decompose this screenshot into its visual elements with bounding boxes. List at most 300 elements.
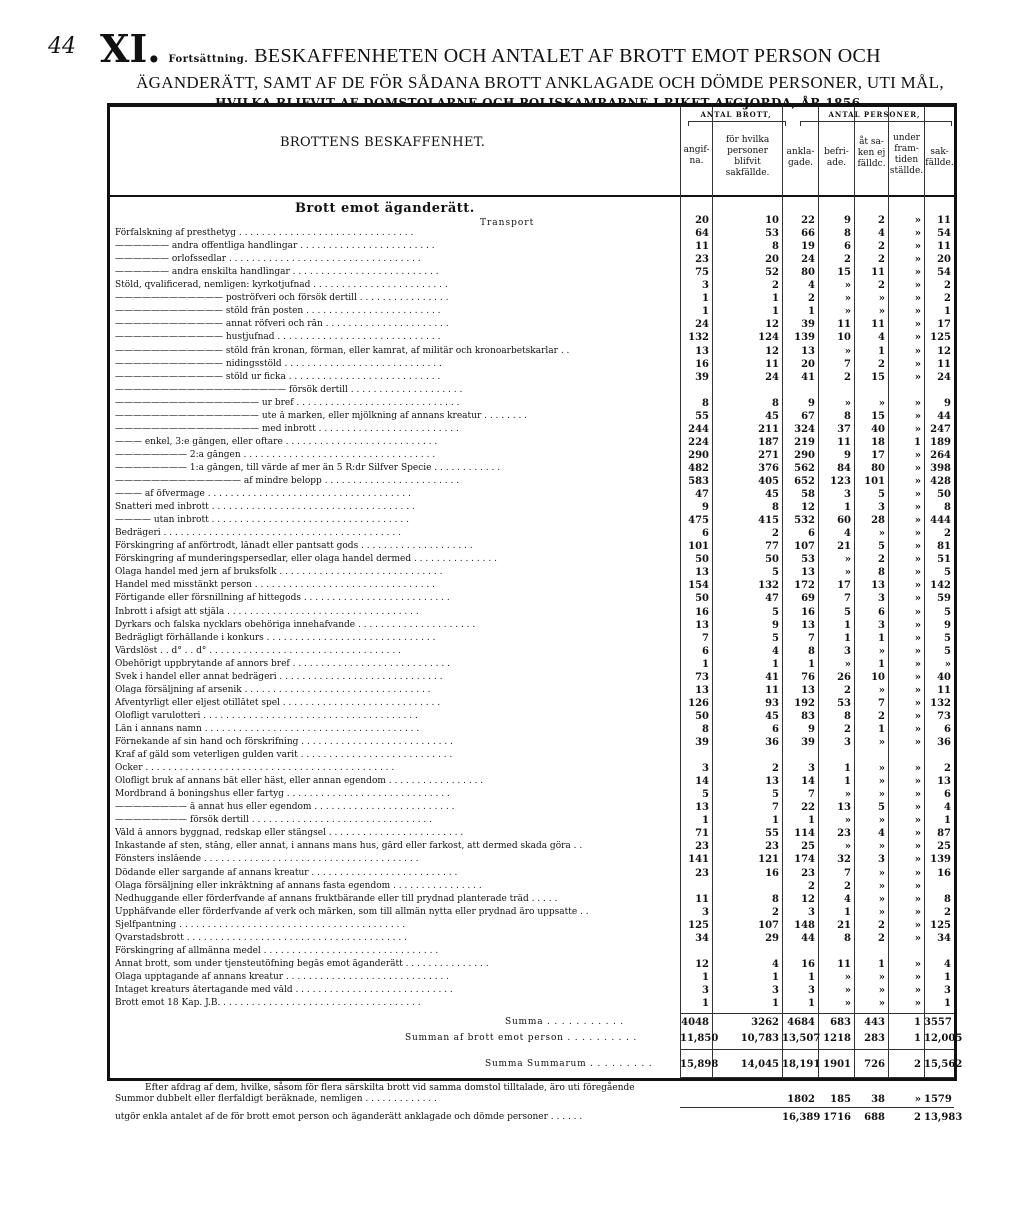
table-row-cell: 13	[695, 567, 709, 579]
table-row-cell: 50	[765, 554, 779, 566]
table-row-cell: »	[914, 906, 921, 918]
row-label: Förfalskning af presthetyg . . . . . . . . . . . . . . . . . . . . . . . . . . . . . . .	[115, 228, 414, 239]
table-row-cell: 10	[765, 215, 779, 226]
afdrag-row-cell: 38	[871, 1094, 885, 1106]
table-row	[110, 724, 954, 735]
table-row-cell: »	[914, 345, 921, 357]
table-row	[110, 789, 954, 800]
table-row-cell: 25	[937, 841, 951, 853]
table-row-cell: 15	[837, 267, 851, 279]
row-label: Intaget kreaturs återtagande med våld . . . . . . . . . . . . . . . . . . . . . . . . . . . .	[115, 984, 453, 995]
table-row-cell: »	[914, 580, 921, 592]
summa-row-cell: 443	[864, 1017, 885, 1029]
row-label: ———————————— annat röfveri och rån . . . . . . . . . . . . . . . . . . . . . .	[115, 319, 449, 330]
afdrag-row-cell: »	[914, 1094, 921, 1106]
table-row-cell: 107	[794, 541, 815, 553]
table-row	[110, 306, 954, 317]
row-label: ———————————— stöld från kronan, förman, eller kamrat, af militär och kronoarbetskarlar . .	[115, 345, 570, 356]
table-row-cell: 8	[844, 410, 851, 422]
table-row-cell: 5	[772, 632, 779, 644]
table-row-cell: »	[914, 449, 921, 461]
enkla-row-cell: 16,389	[782, 1112, 821, 1124]
row-label: Ocker . . . . . . . . . . . . . . . . . . . . . . . . . . . . . . . . . . . . . . . . . . . .	[115, 763, 395, 774]
table-row-cell: 58	[801, 489, 815, 501]
table-row	[110, 293, 954, 304]
table-row-cell: 9	[808, 723, 815, 735]
table-row-cell: »	[914, 515, 921, 527]
table-row-cell: 77	[765, 541, 779, 553]
table-row-cell: 2	[878, 358, 885, 370]
table-row-cell: 8	[702, 397, 709, 409]
table-row-cell: 224	[688, 436, 709, 448]
table-row-cell: 8	[772, 893, 779, 905]
table-row-cell: 13	[695, 619, 709, 631]
table-row-cell: 10	[871, 671, 885, 683]
table-row-cell: 4	[844, 893, 851, 905]
summarum-rule	[680, 1077, 954, 1078]
table-row-cell: 1	[702, 971, 709, 983]
table-row-cell: 11	[937, 241, 951, 253]
table-row-cell: 8	[702, 723, 709, 735]
row-label: Brott emot 18 Kap. J.B. . . . . . . . . . . . . . . . . . . . . . . . . . . . . . . . . . . .	[115, 998, 421, 1008]
table-row-cell: »	[878, 971, 885, 983]
table-row-cell: 172	[794, 580, 815, 592]
table-row-cell: 16	[765, 867, 779, 879]
table-row-cell: 5	[844, 606, 851, 618]
table-row-cell: 125	[930, 332, 951, 344]
table-row-cell: 16	[801, 958, 815, 970]
table-row-cell: 2	[772, 763, 779, 775]
table-row	[110, 894, 954, 905]
row-label: ———— utan inbrott . . . . . . . . . . . . . . . . . . . . . . . . . . . . . . . . . . .	[115, 515, 409, 526]
table-row-cell: »	[914, 697, 921, 709]
table-row-cell: 1	[808, 815, 815, 827]
table-row-cell: 12	[801, 893, 815, 905]
table-row-cell: 15	[871, 410, 885, 422]
table-row-cell: »	[914, 462, 921, 474]
row-label: Nedhuggande eller förderfvande af annans fruktbärande eller till prydnad planterade träd . . . . .	[115, 893, 558, 904]
table-row-cell: »	[878, 645, 885, 657]
table-row-cell: »	[914, 423, 921, 435]
row-label: ———————— å annat hus eller egendom . . . . . . . . . . . . . . . . . . . . . . . . .	[115, 802, 455, 813]
table-row-cell: 1	[944, 815, 951, 827]
table-row-cell: 9	[702, 502, 709, 514]
table-row-cell: 1	[944, 306, 951, 318]
row-label: Förtigande eller försnillning af hittegods . . . . . . . . . . . . . . . . . . . . . . . . . .	[115, 593, 450, 604]
table-row-cell: »	[914, 632, 921, 644]
table-row-cell: 20	[937, 254, 951, 266]
table-row-cell: 11	[937, 358, 951, 370]
table-row-cell: »	[914, 280, 921, 292]
title-line-3: HVILKA BLIFVIT AF DOMSTOLARNE OCH POLISKAMRARNE I RIKET AFGJORDA, ÅR 1856.	[215, 96, 865, 110]
table-row-cell: 4	[808, 280, 815, 292]
table-row-cell: 101	[864, 476, 885, 487]
table-row-cell: »	[878, 293, 885, 305]
table-row-cell: 1	[702, 658, 709, 670]
table-row	[110, 711, 954, 722]
table-row-cell: »	[878, 867, 885, 879]
table-row-cell: 5	[878, 541, 885, 553]
table-row-cell: 2	[844, 880, 851, 892]
row-label: Förskingring af allmänna medel . . . . . . . . . . . . . . . . . . . . . . . . . . . . . . .	[115, 945, 439, 956]
table-row-cell: »	[844, 984, 851, 996]
table-row-cell: 13	[801, 567, 815, 579]
row-label: Annat brott, som under tjensteutöfning begås emot äganderätt . . . . . . . . . . . . . . .	[115, 958, 489, 969]
table-row-cell: »	[878, 998, 885, 1009]
table-row-cell: 13	[695, 345, 709, 357]
table-row	[110, 620, 954, 631]
enkla-row-cell: 2	[914, 1112, 921, 1124]
table-row	[110, 476, 954, 487]
table-row-cell: 23	[695, 867, 709, 879]
table-row-cell: 11	[871, 319, 885, 331]
table-row-cell: 13	[801, 684, 815, 696]
table-row-cell: »	[914, 541, 921, 553]
table-row-cell: »	[878, 789, 885, 801]
table-row-cell: »	[878, 984, 885, 996]
table-row-cell: »	[844, 998, 851, 1009]
table-row-cell: 6	[944, 789, 951, 801]
table-row	[110, 228, 954, 239]
table-row	[110, 881, 954, 892]
table-row-cell: 2	[844, 371, 851, 383]
table-row	[110, 685, 954, 696]
row-label: Förnekande af sin hand och förskrifning . . . . . . . . . . . . . . . . . . . . . . . . . . .	[115, 737, 453, 747]
summan-row-cell: 10,783	[740, 1033, 779, 1045]
title-text-1: BESKAFFENHETEN OCH ANTALET AF BROTT EMOT PERSON OCH	[254, 45, 881, 67]
table-row-cell: 64	[695, 228, 709, 240]
table-row-cell: 2	[772, 906, 779, 918]
row-label: Mordbrand å boningshus eller fartyg . . . . . . . . . . . . . . . . . . . . . . . . . . . . .	[115, 789, 450, 800]
table-row-cell: 125	[930, 919, 951, 931]
table-row-cell: 13	[695, 802, 709, 814]
table-row-cell: 2	[878, 554, 885, 566]
row-label: Fönsters inslående . . . . . . . . . . . . . . . . . . . . . . . . . . . . . . . . . . . . . .	[115, 854, 419, 865]
enkla-row-cell: 688	[864, 1112, 885, 1124]
table-row-cell: 124	[758, 332, 779, 344]
table-row-cell: 7	[772, 802, 779, 814]
table-row-cell: 4	[944, 958, 951, 970]
table-row-cell: 2	[844, 684, 851, 696]
table-number: XI.	[100, 26, 161, 71]
table-row-cell: »	[914, 971, 921, 983]
row-label: ——— enkel, 3:e gången, eller oftare . . . . . . . . . . . . . . . . . . . . . . . . . . .	[115, 436, 438, 447]
table-row-cell: »	[878, 815, 885, 827]
table-row-cell: »	[914, 854, 921, 866]
table-row-cell: 24	[765, 371, 779, 383]
table-row-cell: 415	[758, 515, 779, 527]
row-label: ———————————— poströfveri och försök dertill . . . . . . . . . . . . . . . .	[115, 293, 449, 304]
row-label: Inbrott i afsigt att stjäla . . . . . . . . . . . . . . . . . . . . . . . . . . . . . . . . . .	[115, 606, 419, 617]
table-row-cell: »	[914, 802, 921, 814]
table-row	[110, 332, 954, 343]
table-row-cell: 73	[695, 671, 709, 683]
table-row-cell: 32	[837, 854, 851, 866]
table-row-cell: »	[878, 397, 885, 409]
table-row	[110, 998, 954, 1009]
row-label: Obehörigt uppbrytande af annors bref . . . . . . . . . . . . . . . . . . . . . . . . . . . .	[115, 658, 450, 669]
summan-row	[110, 1033, 963, 1045]
table-row-cell: 53	[801, 554, 815, 566]
table-row-cell: 3	[878, 502, 885, 514]
table-row-cell: »	[914, 880, 921, 892]
table-row-cell: 8	[772, 241, 779, 253]
table-row	[110, 672, 954, 683]
table-row-cell: 482	[688, 462, 709, 474]
table-row-cell: 93	[765, 697, 779, 709]
table-row-cell: 29	[765, 932, 779, 944]
table-row	[110, 815, 954, 826]
table-row-cell: 12	[801, 502, 815, 514]
table-row-cell: 13	[765, 776, 779, 788]
table-row	[110, 750, 954, 761]
table-row-cell: »	[914, 267, 921, 279]
table-row-cell: »	[914, 254, 921, 266]
table-row-cell: 81	[937, 541, 951, 553]
table-row-cell: 9	[772, 619, 779, 631]
row-label: —————— andra offentliga handlingar . . . . . . . . . . . . . . . . . . . . . . . .	[115, 241, 435, 252]
table-row-cell: 2	[944, 528, 951, 540]
table-row-cell: 5	[878, 489, 885, 501]
table-row-cell: »	[844, 306, 851, 318]
table-row-cell: 9	[808, 397, 815, 409]
table-row-cell: 107	[758, 919, 779, 931]
table-row-cell: 405	[758, 476, 779, 487]
table-row-cell: 1	[772, 815, 779, 827]
summan-row-cell: 12,005	[924, 1033, 963, 1045]
table-row-cell: 16	[695, 606, 709, 618]
table-row-cell: 2	[878, 932, 885, 944]
table-row-cell: »	[914, 554, 921, 566]
table-row-cell: 444	[930, 515, 951, 527]
table-row-cell: 6	[772, 723, 779, 735]
table-row-cell: 17	[837, 580, 851, 592]
summa-summarum-row-cell: 1901	[823, 1059, 851, 1071]
table-row-cell: 3	[844, 489, 851, 501]
table-row-cell: 23	[695, 254, 709, 266]
table-row	[110, 346, 954, 357]
table-row-cell: 8	[772, 397, 779, 409]
table-row-cell: »	[878, 528, 885, 540]
table-row-cell: 126	[688, 697, 709, 709]
table-row-cell: »	[914, 502, 921, 514]
row-label: Olofligt varulotteri . . . . . . . . . . . . . . . . . . . . . . . . . . . . . . . . . . . . . .	[115, 710, 418, 721]
enkla-row-cell: 13,983	[924, 1112, 963, 1124]
table-row-cell: 132	[688, 332, 709, 344]
summa-row-cell: 4684	[787, 1017, 815, 1029]
table-row-cell: 14	[695, 776, 709, 788]
col-head-at-saken	[854, 107, 888, 195]
table-row	[110, 802, 954, 813]
table-row-cell: »	[844, 280, 851, 292]
table-row-cell: »	[914, 371, 921, 383]
table-row-cell: 8	[844, 710, 851, 722]
table-row-cell: »	[914, 763, 921, 775]
summa-summarum-row-label: Summa Summarum . . . . . . . . .	[485, 1059, 653, 1070]
col-head-under-text: under fram- tiden ställde.	[889, 133, 924, 176]
table-row	[110, 646, 954, 657]
col-head-befriade-text: befri- ade.	[824, 147, 849, 168]
table-row-cell: 6	[702, 528, 709, 540]
table-row-cell: 7	[808, 789, 815, 801]
summan-row-cell: 1	[914, 1033, 921, 1045]
col-head-angifna-text: angif- na.	[683, 145, 710, 166]
table-row-cell: 1	[808, 658, 815, 670]
section-title: Brott emot äganderätt.	[295, 201, 475, 216]
table-row-cell: 8	[944, 893, 951, 905]
table-row-cell: »	[914, 828, 921, 840]
table-row-cell: 39	[801, 737, 815, 748]
table-row-cell: »	[844, 397, 851, 409]
table-row-cell: »	[878, 841, 885, 853]
table-row-cell: 5	[944, 606, 951, 618]
table-row-cell: 75	[695, 267, 709, 279]
table-row-cell: 1	[808, 306, 815, 318]
table-row-cell: 5	[944, 632, 951, 644]
table-row-cell: 139	[794, 332, 815, 344]
table-row-cell: 376	[758, 462, 779, 474]
row-label: ———————————————— ute å marken, eller mjölkning af annans kreatur . . . . . . . .	[115, 410, 528, 421]
table-row-cell: 4	[878, 332, 885, 344]
table-row-cell: 23	[837, 828, 851, 840]
table-row-cell: 47	[695, 489, 709, 501]
table-row-cell: 41	[801, 371, 815, 383]
table-row	[110, 267, 954, 278]
table-row-cell: 1	[844, 906, 851, 918]
summa-row	[110, 1017, 954, 1028]
afdrag-row-cell: 1802	[787, 1094, 815, 1106]
table-row-cell: 4	[878, 828, 885, 840]
row-label: —————————————— af mindre belopp . . . . . . . . . . . . . . . . . . . . . . . .	[115, 476, 460, 486]
table-row-cell: »	[914, 984, 921, 996]
table-row	[110, 854, 954, 865]
row-label: Olaga handel med jern af bruksfolk . . . . . . . . . . . . . . . . . . . . . . . . . . . . .	[115, 567, 443, 578]
summa-rule	[680, 1013, 954, 1014]
table-row	[110, 280, 954, 291]
row-label: Olaga upptagande af annans kreatur . . . . . . . . . . . . . . . . . . . . . . . . . . . . .	[115, 971, 450, 982]
table-row-cell: 583	[688, 476, 709, 487]
table-row	[110, 946, 954, 957]
table-row-cell: »	[914, 306, 921, 318]
table-row-cell: 24	[801, 254, 815, 266]
table-row-cell: »	[914, 228, 921, 240]
table-row-cell: »	[914, 619, 921, 631]
table-row-cell: 475	[688, 515, 709, 527]
table-row-cell: 2	[944, 293, 951, 305]
afdrag-row-cell: 1579	[924, 1094, 952, 1106]
table-row-cell: »	[914, 293, 921, 305]
table-row-cell: 1	[878, 345, 885, 357]
table-row-cell: 50	[695, 593, 709, 605]
table-row	[110, 319, 954, 330]
table-row-cell: 2	[944, 763, 951, 775]
title-line-2: ÄGANDERÄTT, SAMT AF DE FÖR SÅDANA BROTT ANKLAGADE OCH DÖMDE PERSONER, UTI MÅL,	[136, 73, 944, 92]
group-antal-personer: ANTAL PERSONER,	[828, 110, 921, 119]
table-row-cell: 8	[808, 645, 815, 657]
table-row-cell: 44	[937, 410, 951, 422]
table-row-cell: 532	[794, 515, 815, 527]
table-row-cell: 17	[871, 449, 885, 461]
table-row-cell: 1	[914, 436, 921, 448]
table-row-cell: 2	[772, 280, 779, 292]
table-row-cell: 8	[844, 228, 851, 240]
col-head-befriade	[818, 107, 854, 195]
table-row	[110, 359, 954, 370]
table-row-cell: »	[844, 554, 851, 566]
table-row	[110, 920, 954, 931]
table-row-cell: 2	[772, 528, 779, 540]
table-row-cell: 132	[758, 580, 779, 592]
table-row-cell: 59	[937, 593, 951, 605]
table-row-cell: 14	[801, 776, 815, 788]
table-row-cell: »	[914, 789, 921, 801]
table-row-cell: »	[844, 971, 851, 983]
table-row-cell: 17	[937, 319, 951, 331]
statistics-table	[107, 103, 963, 1124]
table-row-cell: 67	[801, 410, 815, 422]
table-row-cell: 55	[765, 828, 779, 840]
table-row-cell: 1	[844, 632, 851, 644]
table-row-cell: 9	[844, 215, 851, 226]
table-row-cell: 1	[702, 998, 709, 1009]
table-row-cell: 3	[944, 984, 951, 996]
row-label: Olaga försäljning af arsenik . . . . . . . . . . . . . . . . . . . . . . . . . . . . . . . . .	[115, 684, 431, 695]
table-row-cell: 3	[878, 593, 885, 605]
table-row-cell: »	[878, 763, 885, 775]
note-afdrag: Efter afdrag af dem, hvilke, såsom för flera särskilta brott vid samma domstol tilltalade, äro uti föregående Summor dubbelt eller flerfaldigt beräknade, nemligen . . . . . . . . . . . . .	[115, 1083, 635, 1105]
row-label: Lån i annans namn . . . . . . . . . . . . . . . . . . . . . . . . . . . . . . . . . . . . . .	[115, 723, 420, 734]
table-row-cell: »	[844, 815, 851, 827]
table-row-cell: »	[914, 358, 921, 370]
table-row-cell: 60	[837, 515, 851, 527]
table-row-cell: 192	[794, 697, 815, 709]
table-row-cell: »	[914, 489, 921, 501]
transport-label: Transport	[480, 218, 535, 228]
table-row-cell: 45	[765, 710, 779, 722]
summa-summarum-row	[110, 1059, 963, 1071]
table-row-cell: 219	[794, 436, 815, 448]
table-row	[110, 868, 954, 879]
table-row-cell: »	[914, 410, 921, 422]
table-row-cell: 3	[844, 737, 851, 748]
table-row-cell: »	[914, 684, 921, 696]
col-head-under	[888, 107, 924, 195]
afdrag-rule	[680, 1107, 954, 1108]
table-row-cell: 2	[878, 241, 885, 253]
table-row-cell: 1	[772, 998, 779, 1009]
table-row-cell: 1	[702, 306, 709, 318]
table-row-cell: 66	[801, 228, 815, 240]
table-row-cell: 324	[794, 423, 815, 435]
table-row-cell: »	[914, 919, 921, 931]
summa-row-label: Summa . . . . . . . . . . .	[505, 1017, 624, 1028]
table-row-cell: 23	[801, 867, 815, 879]
table-row-cell: 5	[772, 606, 779, 618]
column-title-beskaffenhet: BROTTENS BESKAFFENHET.	[280, 135, 486, 150]
table-row-cell: »	[878, 306, 885, 318]
table-row-cell: 11	[765, 684, 779, 696]
col-head-anklagade	[782, 107, 818, 195]
table-row-cell: 7	[844, 358, 851, 370]
table-row-cell: »	[914, 867, 921, 879]
summa-summarum-row-cell: 15,898	[680, 1059, 719, 1071]
col-head-anklagade-text: ankla- gade.	[786, 147, 815, 168]
table-row-cell: »	[844, 293, 851, 305]
table-row	[110, 959, 954, 970]
row-label: Svek i handel eller annat bedrägeri . . . . . . . . . . . . . . . . . . . . . . . . . . . . .	[115, 671, 443, 682]
table-row-cell: »	[878, 893, 885, 905]
table-row-cell: 15	[871, 371, 885, 383]
